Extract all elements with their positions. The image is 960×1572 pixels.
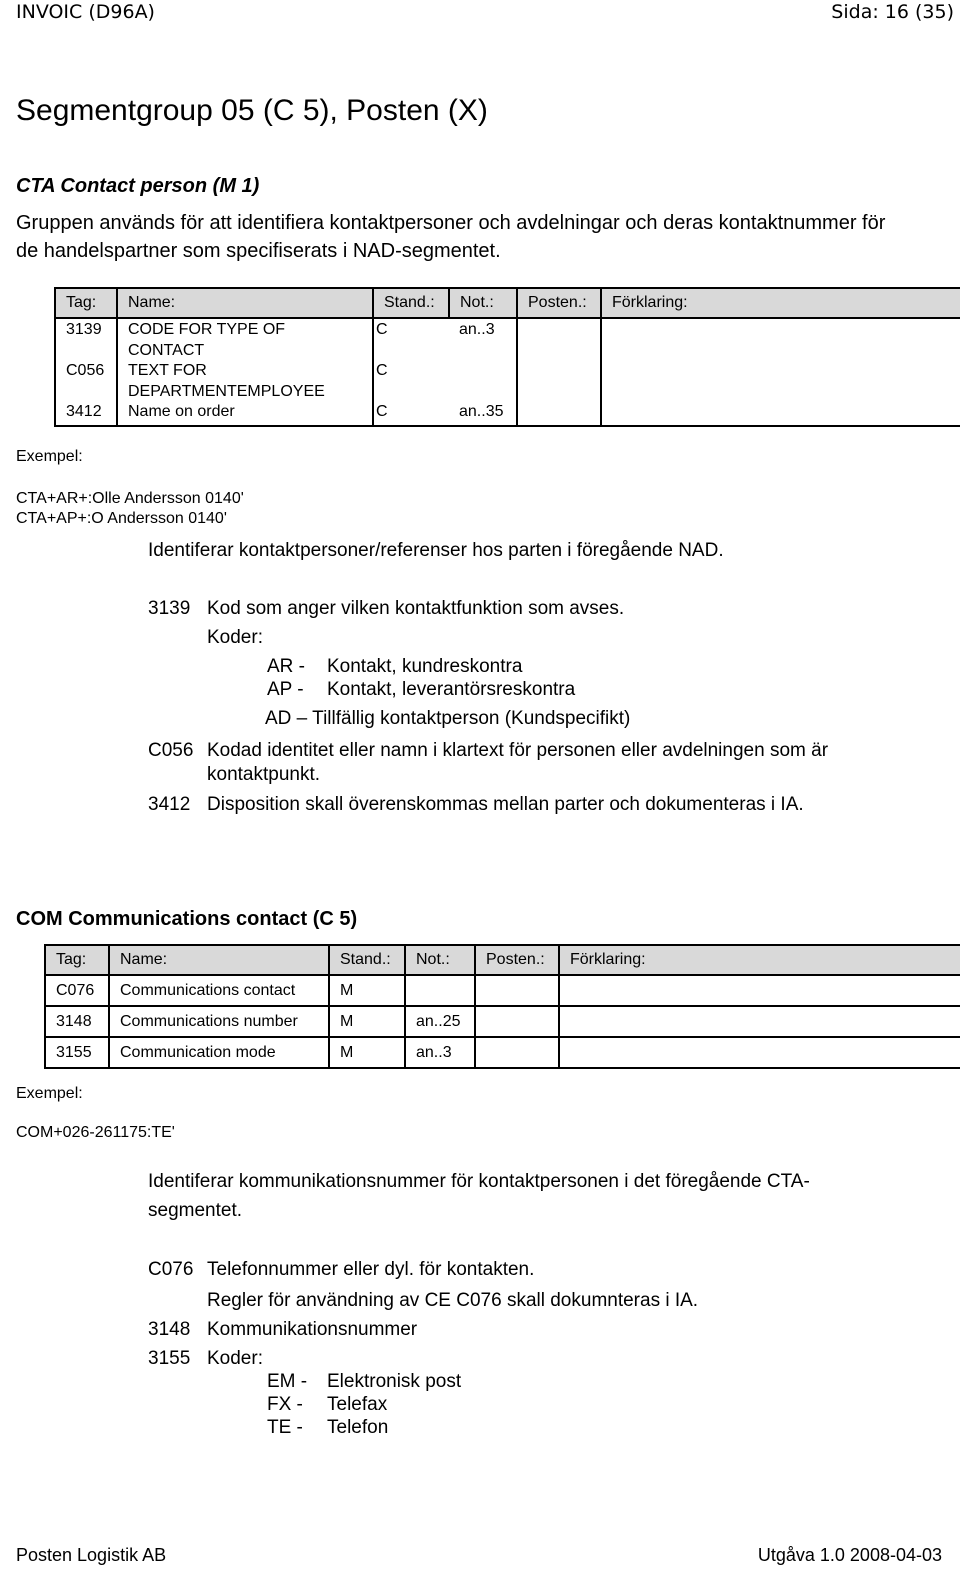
table-cell: M [329, 975, 405, 1006]
header-forklaring: Förklaring: [559, 945, 960, 975]
table-cell: C056 [66, 362, 105, 379]
cta-example-line1: CTA+AR+:Olle Andersson 0140' [16, 490, 244, 507]
code-ap-text: Kontakt, leverantörsreskontra [327, 679, 576, 700]
note-tag-c056: C056 [148, 740, 194, 761]
note-tag-3148: 3148 [148, 1319, 191, 1340]
code-em: EM - [267, 1371, 308, 1392]
header-tag: Tag: [55, 288, 117, 318]
table-cell: M [329, 1037, 405, 1068]
table-cell: 3148 [45, 1006, 109, 1037]
code-ar-text: Kontakt, kundreskontra [327, 656, 523, 677]
table-cell: Communications contact [109, 975, 329, 1006]
table-cell: Name on order [128, 403, 235, 420]
note-tag-c076: C076 [148, 1259, 194, 1280]
com-description-line1: Identiferar kommunikationsnummer för kontaktpersonen i det föregående CTA- [148, 1171, 810, 1192]
table-row [45, 1037, 960, 1068]
note-text-3412: Disposition skall överenskommas mellan parter och dokumenteras i IA. [207, 794, 804, 815]
code-em-text: Elektronisk post [327, 1371, 462, 1392]
com-heading: COM Communications contact (C 5) [16, 908, 358, 930]
note-text-c056-line1: Kodad identitet eller namn i klartext för personen eller avdelningen som är [207, 740, 829, 761]
table-cell: C [376, 321, 388, 338]
code-fx: FX - [267, 1394, 303, 1415]
header-posten: Posten.: [517, 288, 601, 318]
cta-intro-line2: de handelspartner som specifiserats i NAD-segmentet. [16, 240, 501, 262]
table-cell [459, 361, 516, 382]
table-row [45, 1006, 960, 1037]
note-tag-3139: 3139 [148, 598, 191, 619]
name-column [117, 318, 373, 426]
header-posten: Posten.: [475, 945, 559, 975]
header-name: Name: [117, 288, 373, 318]
table-cell: C [376, 362, 388, 379]
table-cell: DEPARTMENTEMPLOYEE [128, 382, 325, 400]
table-cell: C076 [45, 975, 109, 1006]
table-header-row [55, 288, 960, 318]
table-cell: CODE FOR TYPE OF [128, 321, 286, 338]
header-stand: Stand.: [373, 288, 449, 318]
table-cell [559, 1037, 960, 1068]
cta-intro-line1: Gruppen används för att identifiera kontaktpersoner och avdelningar och deras kontaktnummer för [16, 212, 886, 234]
header-forklaring: Förklaring: [601, 288, 960, 318]
table-cell: an..3 [405, 1037, 475, 1068]
header-name: Name: [109, 945, 329, 975]
note-rule-c076: Regler för användning av CE C076 skall dokumnteras i IA. [207, 1290, 699, 1311]
cta-example-label: Exempel: [16, 448, 83, 465]
not-column [449, 318, 517, 426]
table-cell [405, 975, 475, 1006]
cta-segment-table [54, 287, 960, 427]
note-text-c076: Telefonnummer eller dyl. för kontakten. [207, 1259, 535, 1280]
code-fx-text: Telefax [327, 1394, 388, 1415]
table-cell: an..35 [459, 403, 504, 420]
header-not: Not.: [405, 945, 475, 975]
table-row [45, 975, 960, 1006]
code-te: TE - [267, 1417, 303, 1438]
note-tag-3155: 3155 [148, 1348, 191, 1369]
table-cell: 3139 [66, 321, 102, 338]
table-cell: C [376, 403, 388, 420]
note-text-3155: Koder: [207, 1348, 263, 1369]
code-te-text: Telefon [327, 1417, 389, 1438]
table-cell: 3155 [45, 1037, 109, 1068]
table-cell: M [329, 1006, 405, 1037]
code-ad-line: AD – Tillfällig kontaktperson (Kundspecifikt) [265, 708, 631, 729]
table-cell: Communication mode [109, 1037, 329, 1068]
header-page-number: Sida: 16 (35) [831, 1, 954, 23]
table-body-row [55, 318, 960, 426]
forklaring-column [601, 318, 960, 426]
table-cell [475, 1037, 559, 1068]
tag-column [55, 318, 117, 426]
footer-company: Posten Logistik AB [16, 1545, 167, 1565]
stand-column [373, 318, 449, 426]
table-header-row [45, 945, 960, 975]
table-cell [559, 975, 960, 1006]
header-not: Not.: [449, 288, 517, 318]
koder-label: Koder: [207, 627, 263, 648]
page-title: Segmentgroup 05 (C 5), Posten (X) [16, 94, 488, 127]
header-stand: Stand.: [329, 945, 405, 975]
table-cell: 3412 [66, 403, 102, 420]
com-description-line2: segmentet. [148, 1200, 242, 1221]
code-ar: AR - [267, 656, 305, 677]
posten-column [517, 318, 601, 426]
note-text-3148: Kommunikationsnummer [207, 1319, 418, 1340]
header-document-id: INVOIC (D96A) [16, 1, 155, 23]
note-text-3139: Kod som anger vilken kontaktfunktion som avses. [207, 598, 625, 619]
table-cell [475, 975, 559, 1006]
table-cell: CONTACT [128, 341, 205, 359]
note-text-c056-line2: kontaktpunkt. [207, 764, 321, 785]
table-cell: Communications number [109, 1006, 329, 1037]
table-cell: an..25 [405, 1006, 475, 1037]
com-example-line: COM+026-261175:TE' [16, 1124, 175, 1141]
note-tag-3412: 3412 [148, 794, 191, 815]
com-example-label: Exempel: [16, 1085, 83, 1102]
cta-heading: CTA Contact person (M 1) [16, 175, 260, 197]
code-ap: AP - [267, 679, 304, 700]
cta-description: Identiferar kontaktpersoner/referenser hos parten i föregående NAD. [148, 540, 724, 561]
cta-example-line2: CTA+AP+:O Andersson 0140' [16, 510, 227, 527]
com-segment-table [44, 944, 960, 1069]
footer-edition: Utgåva 1.0 2008-04-03 [757, 1545, 942, 1565]
table-cell: an..3 [459, 321, 495, 338]
table-cell [559, 1006, 960, 1037]
table-cell: TEXT FOR [128, 362, 207, 379]
header-tag: Tag: [45, 945, 109, 975]
table-cell [475, 1006, 559, 1037]
